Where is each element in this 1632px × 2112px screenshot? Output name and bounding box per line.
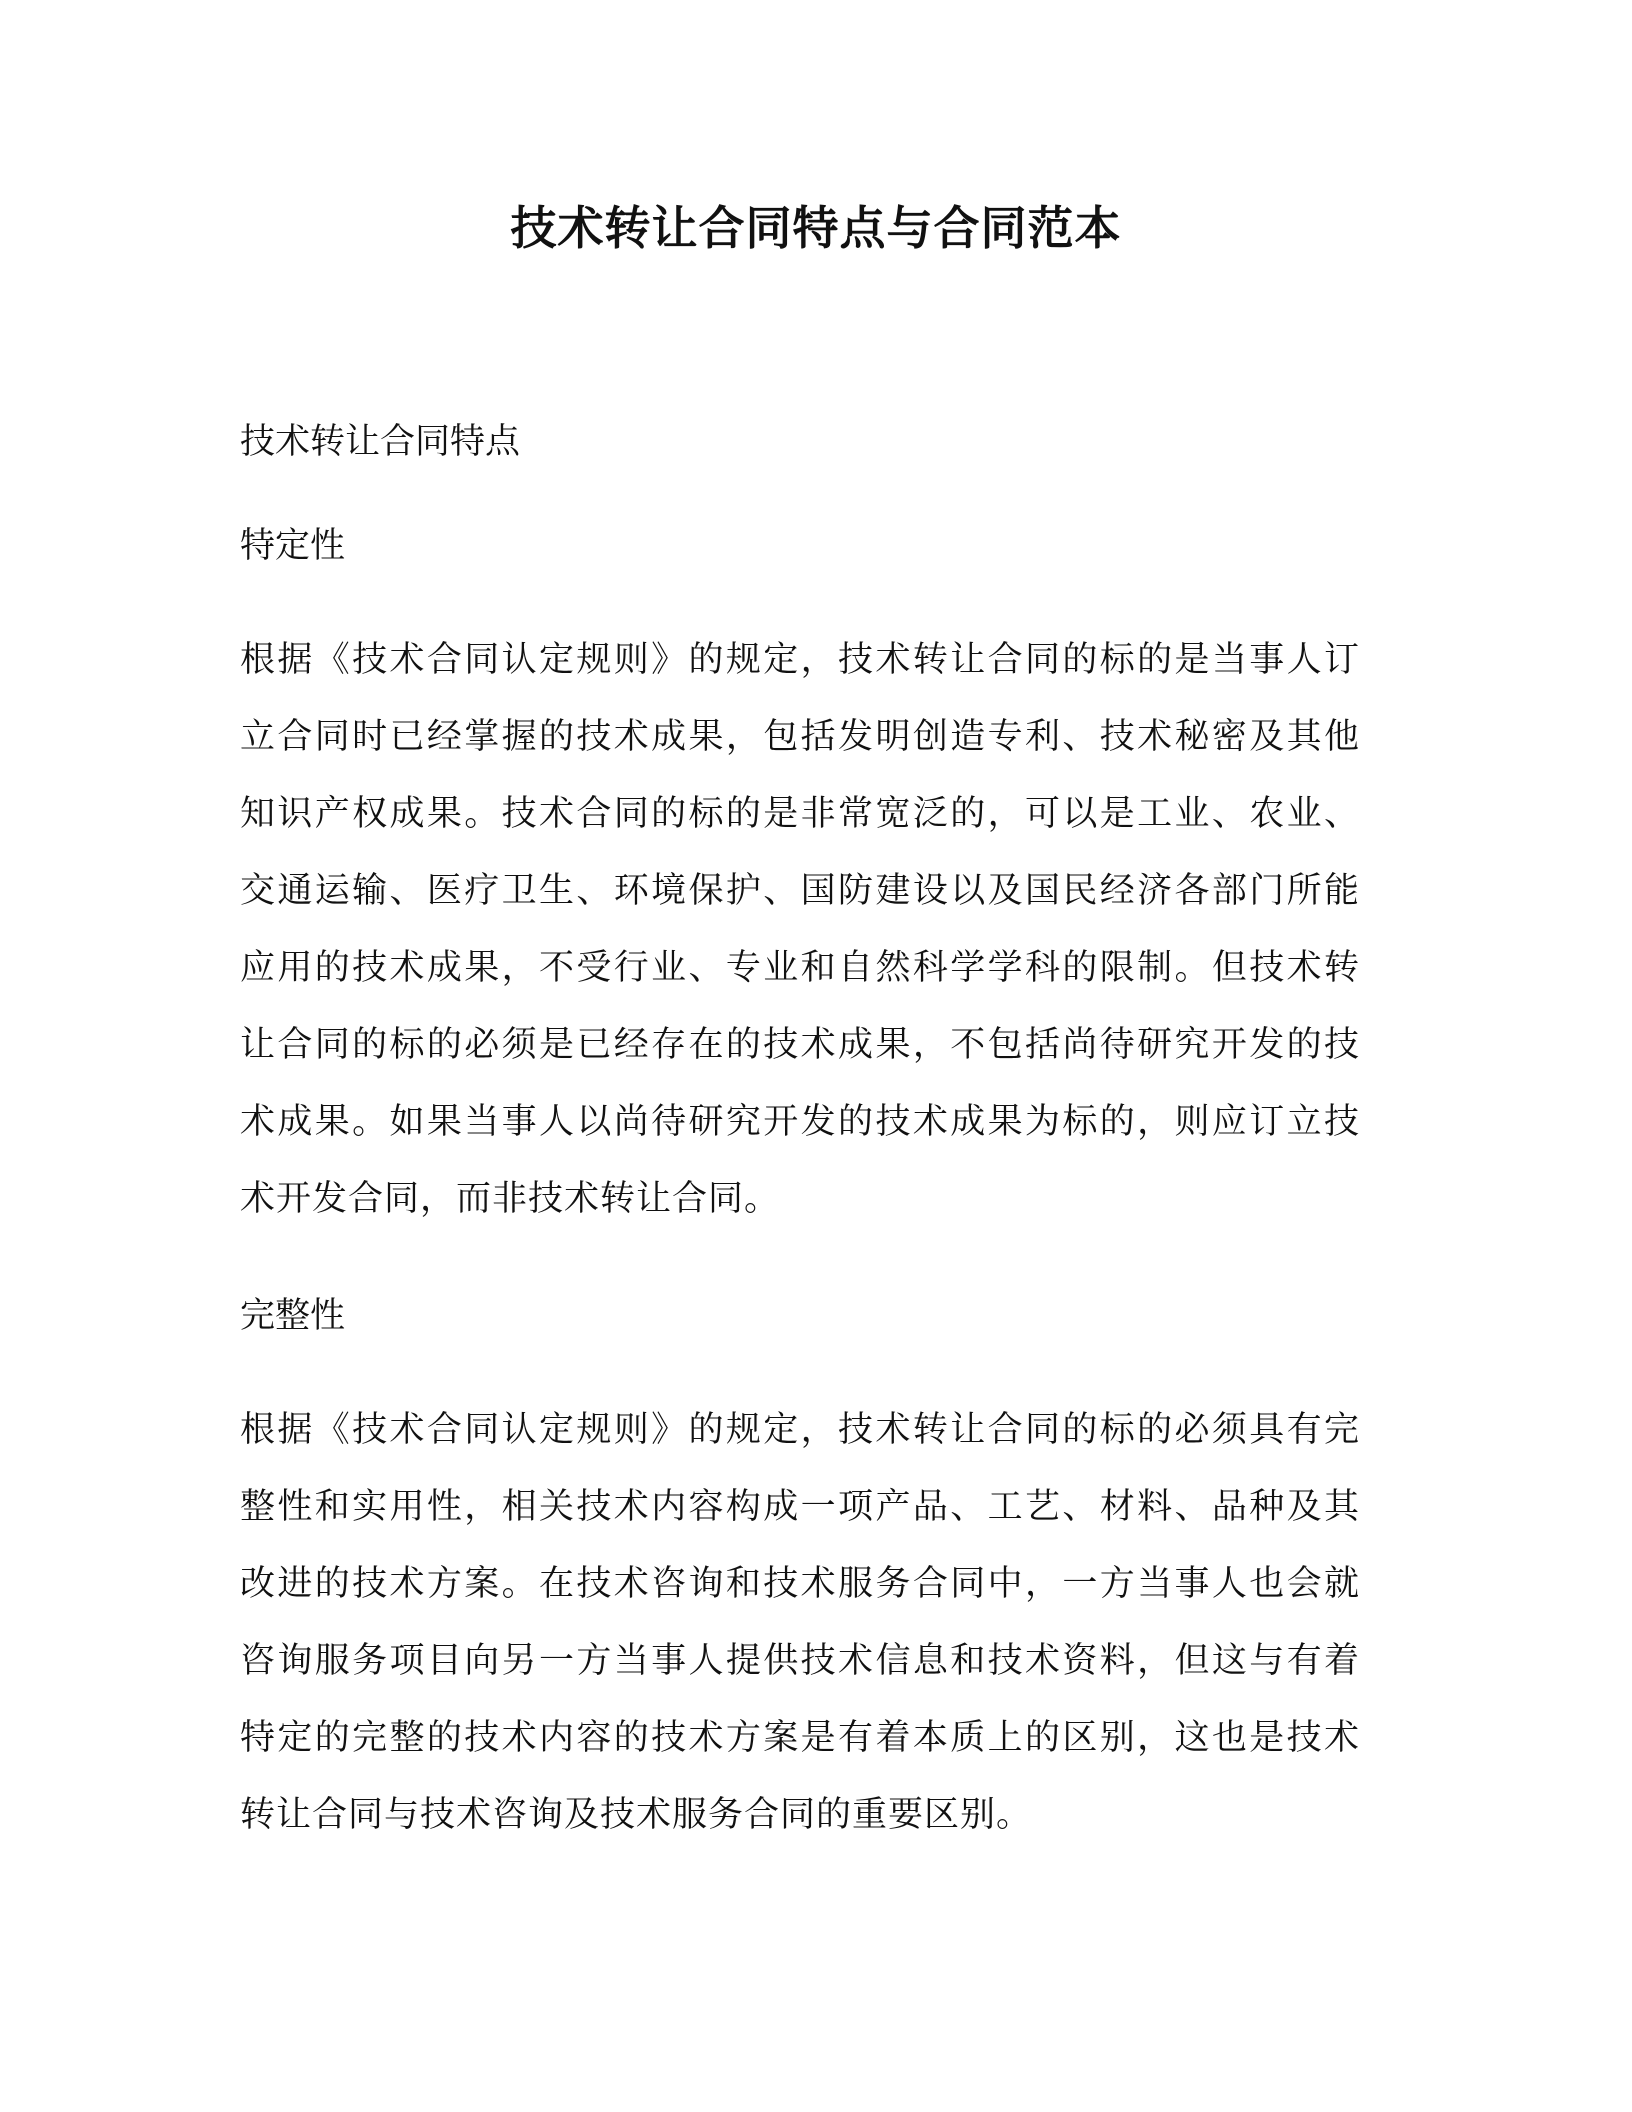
paragraph-line: 交通运输、医疗卫生、环境保护、国防建设以及国民经济各部门所能 <box>240 871 1360 911</box>
section-heading: 技术转让合同特点 <box>240 422 521 462</box>
paragraph-line: 根据《技术合同认定规则》的规定，技术转让合同的标的必须具有完 <box>240 1410 1360 1450</box>
document-body <box>240 414 1360 1904</box>
paragraph-line: 特定的完整的技术内容的技术方案是有着本质上的区别，这也是技术 <box>240 1718 1360 1758</box>
subsection-heading-completeness: 完整性 <box>240 1296 346 1336</box>
paragraph-completeness <box>240 1392 1360 1854</box>
paragraph-line: 整性和实用性，相关技术内容构成一项产品、工艺、材料、品种及其 <box>240 1487 1360 1527</box>
subsection-heading-specificity: 特定性 <box>240 526 346 566</box>
paragraph-line: 咨询服务项目向另一方当事人提供技术信息和技术资料，但这与有着 <box>240 1641 1360 1681</box>
paragraph-line: 术成果。如果当事人以尚待研究开发的技术成果为标的，则应订立技 <box>240 1102 1360 1142</box>
paragraph-line: 转让合同与技术咨询及技术服务合同的重要区别。 <box>240 1795 1033 1835</box>
paragraph-line: 应用的技术成果，不受行业、专业和自然科学学科的限制。但技术转 <box>240 948 1360 988</box>
paragraph-line: 改进的技术方案。在技术咨询和技术服务合同中，一方当事人也会就 <box>240 1564 1360 1604</box>
paragraph-line: 知识产权成果。技术合同的标的是非常宽泛的，可以是工业、农业、 <box>240 794 1360 834</box>
document-title: 技术转让合同特点与合同范本 <box>510 201 1122 255</box>
paragraph-line: 术开发合同，而非技术转让合同。 <box>240 1179 781 1219</box>
paragraph-line: 立合同时已经掌握的技术成果，包括发明创造专利、技术秘密及其他 <box>240 717 1360 757</box>
paragraph-line: 让合同的标的必须是已经存在的技术成果，不包括尚待研究开发的技 <box>240 1025 1360 1065</box>
paragraph-specificity <box>240 622 1360 1238</box>
paragraph-line: 根据《技术合同认定规则》的规定，技术转让合同的标的是当事人订 <box>240 640 1360 680</box>
